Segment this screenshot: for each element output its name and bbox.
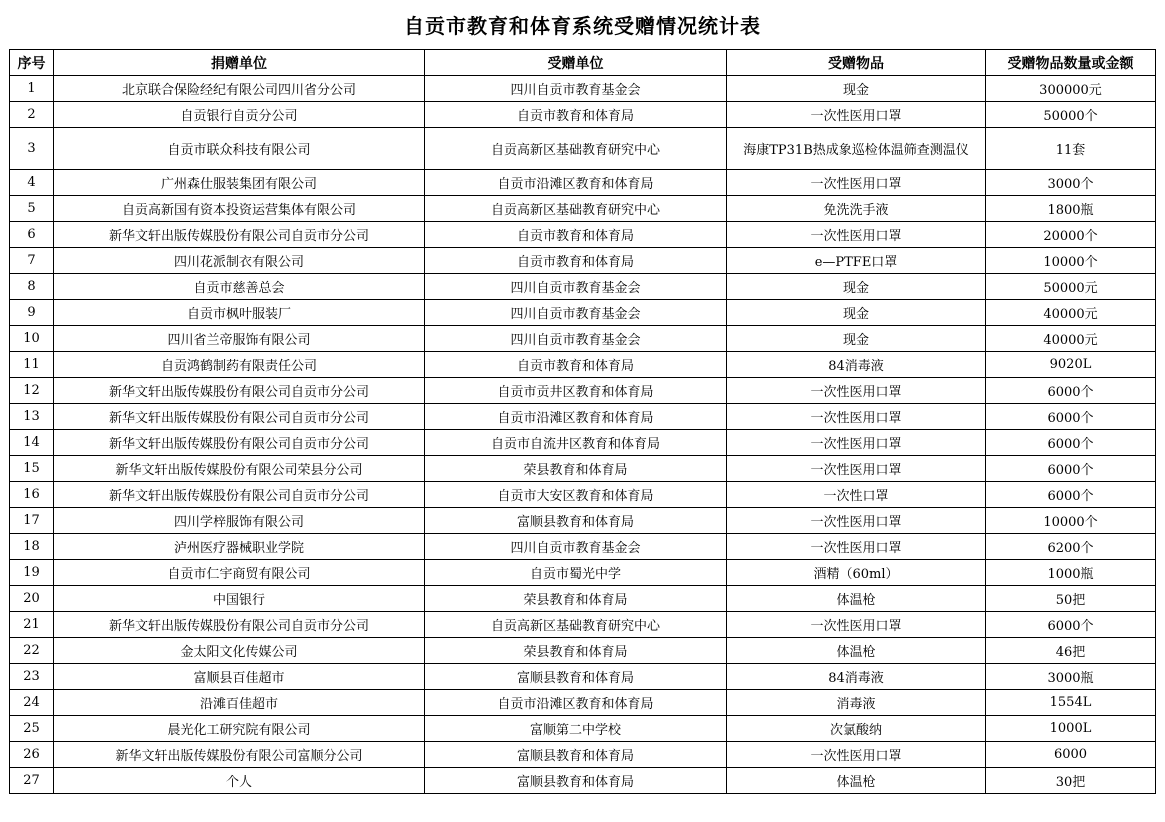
item-cell: 酒精（60ml） bbox=[727, 560, 986, 586]
table-row bbox=[10, 352, 1156, 378]
donor-cell: 新华文轩出版传媒股份有限公司自贡市分公司 bbox=[54, 222, 425, 248]
amount-cell: 30把 bbox=[986, 768, 1156, 794]
recipient-cell: 自贡市自流井区教育和体育局 bbox=[425, 430, 727, 456]
recipient-cell: 自贡市教育和体育局 bbox=[425, 248, 727, 274]
table-row bbox=[10, 222, 1156, 248]
recipient-cell: 荣县教育和体育局 bbox=[425, 638, 727, 664]
item-cell: 体温枪 bbox=[727, 638, 986, 664]
header-amount: 受赠物品数量或金额 bbox=[986, 50, 1156, 76]
row-index: 10 bbox=[10, 326, 54, 352]
recipient-cell: 富顺县教育和体育局 bbox=[425, 742, 727, 768]
donor-cell: 新华文轩出版传媒股份有限公司自贡市分公司 bbox=[54, 482, 425, 508]
row-index: 6 bbox=[10, 222, 54, 248]
recipient-cell: 荣县教育和体育局 bbox=[425, 586, 727, 612]
row-index: 23 bbox=[10, 664, 54, 690]
table-row bbox=[10, 300, 1156, 326]
row-index: 8 bbox=[10, 274, 54, 300]
amount-cell: 10000个 bbox=[986, 248, 1156, 274]
item-cell: 一次性医用口罩 bbox=[727, 534, 986, 560]
item-cell: 体温枪 bbox=[727, 768, 986, 794]
recipient-cell: 自贡高新区基础教育研究中心 bbox=[425, 196, 727, 222]
amount-cell: 6000个 bbox=[986, 430, 1156, 456]
header-donor: 捐赠单位 bbox=[54, 50, 425, 76]
item-cell: 现金 bbox=[727, 326, 986, 352]
donor-cell: 新华文轩出版传媒股份有限公司自贡市分公司 bbox=[54, 430, 425, 456]
row-index: 13 bbox=[10, 404, 54, 430]
row-index: 21 bbox=[10, 612, 54, 638]
row-index: 2 bbox=[10, 102, 54, 128]
table-row bbox=[10, 586, 1156, 612]
item-cell: 一次性医用口罩 bbox=[727, 170, 986, 196]
donor-cell: 金太阳文化传媒公司 bbox=[54, 638, 425, 664]
donor-cell: 自贡鸿鹤制药有限责任公司 bbox=[54, 352, 425, 378]
recipient-cell: 自贡市沿滩区教育和体育局 bbox=[425, 404, 727, 430]
header-recipient: 受赠单位 bbox=[425, 50, 727, 76]
amount-cell: 20000个 bbox=[986, 222, 1156, 248]
amount-cell: 40000元 bbox=[986, 326, 1156, 352]
amount-cell: 3000瓶 bbox=[986, 664, 1156, 690]
donor-cell: 晨光化工研究院有限公司 bbox=[54, 716, 425, 742]
table-row bbox=[10, 102, 1156, 128]
recipient-cell: 富顺县教育和体育局 bbox=[425, 508, 727, 534]
donor-cell: 自贡市联众科技有限公司 bbox=[54, 128, 425, 170]
amount-cell: 50000元 bbox=[986, 274, 1156, 300]
table-row bbox=[10, 508, 1156, 534]
row-index: 19 bbox=[10, 560, 54, 586]
amount-cell: 11套 bbox=[986, 128, 1156, 170]
row-index: 5 bbox=[10, 196, 54, 222]
recipient-cell: 四川自贡市教育基金会 bbox=[425, 300, 727, 326]
table-row bbox=[10, 768, 1156, 794]
item-cell: 一次性医用口罩 bbox=[727, 102, 986, 128]
recipient-cell: 自贡市教育和体育局 bbox=[425, 352, 727, 378]
donor-cell: 自贡市仁宇商贸有限公司 bbox=[54, 560, 425, 586]
amount-cell: 10000个 bbox=[986, 508, 1156, 534]
amount-cell: 6000个 bbox=[986, 482, 1156, 508]
recipient-cell: 自贡高新区基础教育研究中心 bbox=[425, 128, 727, 170]
recipient-cell: 自贡市沿滩区教育和体育局 bbox=[425, 170, 727, 196]
recipient-cell: 富顺县教育和体育局 bbox=[425, 664, 727, 690]
table-row bbox=[10, 326, 1156, 352]
amount-cell: 50把 bbox=[986, 586, 1156, 612]
donation-table bbox=[9, 49, 1156, 794]
item-cell: 一次性医用口罩 bbox=[727, 404, 986, 430]
item-cell: 消毒液 bbox=[727, 690, 986, 716]
item-cell: 现金 bbox=[727, 300, 986, 326]
row-index: 27 bbox=[10, 768, 54, 794]
row-index: 26 bbox=[10, 742, 54, 768]
table-row bbox=[10, 404, 1156, 430]
donor-cell: 泸州医疗器械职业学院 bbox=[54, 534, 425, 560]
item-cell: 免洗洗手液 bbox=[727, 196, 986, 222]
item-cell: 一次性医用口罩 bbox=[727, 456, 986, 482]
item-cell: 一次性医用口罩 bbox=[727, 378, 986, 404]
table-row bbox=[10, 560, 1156, 586]
table-row bbox=[10, 170, 1156, 196]
donor-cell: 新华文轩出版传媒股份有限公司自贡市分公司 bbox=[54, 378, 425, 404]
item-cell: 现金 bbox=[727, 76, 986, 102]
table-row bbox=[10, 430, 1156, 456]
table-row bbox=[10, 638, 1156, 664]
item-cell: 一次性医用口罩 bbox=[727, 430, 986, 456]
row-index: 1 bbox=[10, 76, 54, 102]
donor-cell: 沿滩百佳超市 bbox=[54, 690, 425, 716]
donor-cell: 新华文轩出版传媒股份有限公司自贡市分公司 bbox=[54, 612, 425, 638]
item-cell: 现金 bbox=[727, 274, 986, 300]
item-cell: 一次性口罩 bbox=[727, 482, 986, 508]
table-row bbox=[10, 274, 1156, 300]
table-row bbox=[10, 76, 1156, 102]
donor-cell: 中国银行 bbox=[54, 586, 425, 612]
table-row bbox=[10, 378, 1156, 404]
recipient-cell: 自贡市教育和体育局 bbox=[425, 222, 727, 248]
row-index: 15 bbox=[10, 456, 54, 482]
amount-cell: 6000个 bbox=[986, 456, 1156, 482]
row-index: 24 bbox=[10, 690, 54, 716]
amount-cell: 6000个 bbox=[986, 612, 1156, 638]
header-item: 受赠物品 bbox=[727, 50, 986, 76]
table-row bbox=[10, 742, 1156, 768]
donor-cell: 新华文轩出版传媒股份有限公司自贡市分公司 bbox=[54, 404, 425, 430]
item-cell: 一次性医用口罩 bbox=[727, 222, 986, 248]
recipient-cell: 自贡高新区基础教育研究中心 bbox=[425, 612, 727, 638]
recipient-cell: 四川自贡市教育基金会 bbox=[425, 76, 727, 102]
donor-cell: 自贡市慈善总会 bbox=[54, 274, 425, 300]
row-index: 4 bbox=[10, 170, 54, 196]
table-row bbox=[10, 248, 1156, 274]
amount-cell: 50000个 bbox=[986, 102, 1156, 128]
item-cell: 一次性医用口罩 bbox=[727, 742, 986, 768]
amount-cell: 1000瓶 bbox=[986, 560, 1156, 586]
recipient-cell: 自贡市大安区教育和体育局 bbox=[425, 482, 727, 508]
row-index: 18 bbox=[10, 534, 54, 560]
item-cell: 一次性医用口罩 bbox=[727, 508, 986, 534]
table-row bbox=[10, 690, 1156, 716]
item-cell: 84消毒液 bbox=[727, 352, 986, 378]
item-cell: 体温枪 bbox=[727, 586, 986, 612]
row-index: 17 bbox=[10, 508, 54, 534]
amount-cell: 6000个 bbox=[986, 404, 1156, 430]
donor-cell: 四川学梓服饰有限公司 bbox=[54, 508, 425, 534]
row-index: 20 bbox=[10, 586, 54, 612]
table-row bbox=[10, 716, 1156, 742]
table-header-row bbox=[10, 50, 1156, 76]
header-index: 序号 bbox=[10, 50, 54, 76]
amount-cell: 6000个 bbox=[986, 378, 1156, 404]
amount-cell: 3000个 bbox=[986, 170, 1156, 196]
item-cell: 一次性医用口罩 bbox=[727, 612, 986, 638]
amount-cell: 1000L bbox=[986, 716, 1156, 742]
donor-cell: 四川省兰帝服饰有限公司 bbox=[54, 326, 425, 352]
row-index: 3 bbox=[10, 128, 54, 170]
amount-cell: 9020L bbox=[986, 352, 1156, 378]
recipient-cell: 自贡市贡井区教育和体育局 bbox=[425, 378, 727, 404]
table-body bbox=[10, 76, 1156, 794]
donor-cell: 北京联合保险经纪有限公司四川省分公司 bbox=[54, 76, 425, 102]
donor-cell: 自贡银行自贡分公司 bbox=[54, 102, 425, 128]
recipient-cell: 富顺县教育和体育局 bbox=[425, 768, 727, 794]
table-row bbox=[10, 196, 1156, 222]
table-row bbox=[10, 456, 1156, 482]
table-row bbox=[10, 664, 1156, 690]
row-index: 16 bbox=[10, 482, 54, 508]
recipient-cell: 四川自贡市教育基金会 bbox=[425, 326, 727, 352]
amount-cell: 40000元 bbox=[986, 300, 1156, 326]
recipient-cell: 四川自贡市教育基金会 bbox=[425, 274, 727, 300]
amount-cell: 6000 bbox=[986, 742, 1156, 768]
recipient-cell: 荣县教育和体育局 bbox=[425, 456, 727, 482]
amount-cell: 1800瓶 bbox=[986, 196, 1156, 222]
recipient-cell: 自贡市教育和体育局 bbox=[425, 102, 727, 128]
donor-cell: 自贡市枫叶服装厂 bbox=[54, 300, 425, 326]
amount-cell: 300000元 bbox=[986, 76, 1156, 102]
row-index: 25 bbox=[10, 716, 54, 742]
donor-cell: 新华文轩出版传媒股份有限公司荣县分公司 bbox=[54, 456, 425, 482]
item-cell: e—PTFE口罩 bbox=[727, 248, 986, 274]
row-index: 11 bbox=[10, 352, 54, 378]
item-cell: 84消毒液 bbox=[727, 664, 986, 690]
page-title: 自贡市教育和体育系统受赠情况统计表 bbox=[404, 14, 761, 38]
row-index: 14 bbox=[10, 430, 54, 456]
recipient-cell: 自贡市蜀光中学 bbox=[425, 560, 727, 586]
amount-cell: 1554L bbox=[986, 690, 1156, 716]
donor-cell: 自贡高新国有资本投资运营集体有限公司 bbox=[54, 196, 425, 222]
table-row bbox=[10, 612, 1156, 638]
amount-cell: 46把 bbox=[986, 638, 1156, 664]
table-row bbox=[10, 534, 1156, 560]
item-cell: 海康TP31B热成象巡检体温筛查测温仪 bbox=[727, 128, 986, 170]
row-index: 9 bbox=[10, 300, 54, 326]
row-index: 12 bbox=[10, 378, 54, 404]
donor-cell: 个人 bbox=[54, 768, 425, 794]
row-index: 7 bbox=[10, 248, 54, 274]
recipient-cell: 四川自贡市教育基金会 bbox=[425, 534, 727, 560]
donor-cell: 广州森仕服装集团有限公司 bbox=[54, 170, 425, 196]
recipient-cell: 富顺第二中学校 bbox=[425, 716, 727, 742]
amount-cell: 6200个 bbox=[986, 534, 1156, 560]
item-cell: 次氯酸纳 bbox=[727, 716, 986, 742]
row-index: 22 bbox=[10, 638, 54, 664]
donor-cell: 新华文轩出版传媒股份有限公司富顺分公司 bbox=[54, 742, 425, 768]
donor-cell: 四川花派制衣有限公司 bbox=[54, 248, 425, 274]
recipient-cell: 自贡市沿滩区教育和体育局 bbox=[425, 690, 727, 716]
table-row bbox=[10, 482, 1156, 508]
donor-cell: 富顺县百佳超市 bbox=[54, 664, 425, 690]
table-row bbox=[10, 128, 1156, 170]
